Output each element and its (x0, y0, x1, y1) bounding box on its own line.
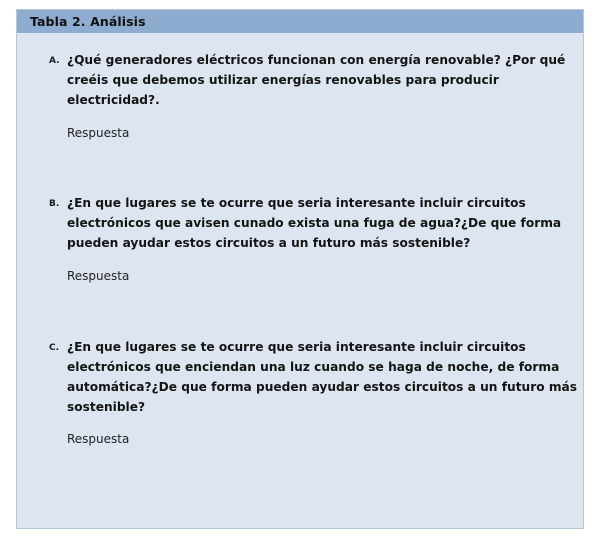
question-letter: C. (49, 343, 60, 353)
question-text: ¿En que lugares se te ocurre que seria interesante incluir circuitos electrónicos que enciendan una luz cuando se haga de noche, de forma automática?¿De que forma pueden ayudar estos circuitos a un futuro más sostenible? (67, 340, 578, 414)
table-title: Tabla 2. Análisis (30, 14, 146, 29)
answer-field[interactable]: Respuesta (67, 432, 130, 446)
analysis-table (16, 9, 584, 529)
question-text: ¿Qué generadores eléctricos funcionan con energía renovable? ¿Por qué creéis que debemos utilizar energías renovables para producir electricidad?. (67, 53, 566, 107)
answer-field[interactable]: Respuesta (67, 126, 130, 140)
question-letter: A. (49, 56, 60, 66)
question-text: ¿En que lugares se te ocurre que seria interesante incluir circuitos electrónicos que avisen cunado exista una fuga de agua?¿De que forma pueden ayudar estos circuitos a un futuro más sostenible? (67, 196, 562, 250)
table-header (17, 10, 583, 33)
question-letter: B. (49, 199, 60, 209)
answer-field[interactable]: Respuesta (67, 269, 130, 283)
